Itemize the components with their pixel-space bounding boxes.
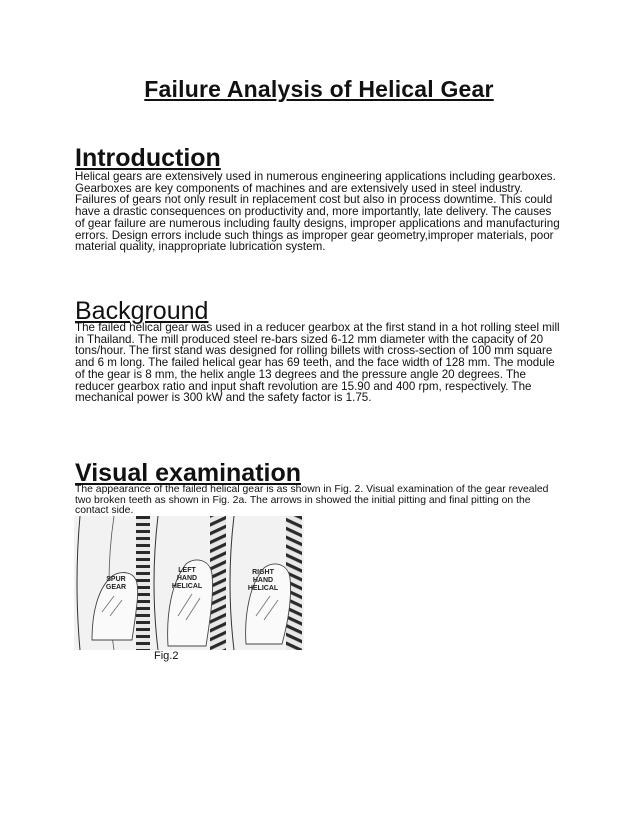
background-paragraph: The failed helical gear was used in a reducer gearbox at the first stand in a hot rolling steel mill in Thailand. The mill produced steel re-bars sized 6-12 mm diameter with the capacity of 20 tons/hour. The first stand was designed for rolling billets with cross-section of 100 mm square and 6 m long. The failed helical gear has 69 teeth, and the face width of 128 mm. The module of the gear is 8 mm, the helix angle 13 degrees and the pressure angle 20 degrees. The reducer gearbox ratio and input shaft revolution are 15.90 and 400 rpm, respectively. The mechanical power is 300 kW and the safety factor is 1.75. [75, 321, 560, 405]
gears-illustration [74, 516, 304, 650]
figure-caption: Fig.2 [154, 650, 179, 662]
background-heading: Background [75, 297, 209, 325]
right-label-line1: RIGHT [252, 569, 274, 576]
left-label-line1: LEFT [178, 567, 196, 574]
right-label-line2: HAND [252, 577, 274, 584]
left-label-line3: HELICAL [171, 583, 203, 590]
document-title: Failure Analysis of Helical Gear [144, 76, 494, 102]
introduction-paragraph: Helical gears are extensively used in numerous engineering applications including gearboxes. Gearboxes are key components of machines and are extensively used in steel industry. Failures of gears not only result in replacement cost but also in process downtime. This could have a drastic consequences on productivity and, more importantly, late delivery. The causes of gear failure are numerous including faulty designs, improper applications and manufacturing errors. Design errors include such things as improper gear geometry,improper materials, poor material quality, inappropriate lubrication system. [75, 170, 560, 254]
spur-label-line1: SPUR [106, 576, 126, 583]
visual-examination-heading: Visual examination [75, 459, 302, 487]
visual-examination-paragraph: The appearance of the failed helical gear is as shown in Fig. 2. Visual examination of the gear revealed two broken teeth as shown in Fig. 2a. The arrows in showed the initial pitting and final pitting on the contact side. [75, 484, 549, 517]
left-label-line2: HAND [176, 575, 198, 582]
introduction-heading: Introduction [75, 144, 221, 172]
spur-label-line2: GEAR [105, 584, 127, 591]
right-label-line3: HELICAL [247, 585, 279, 592]
gears-figure [74, 516, 304, 650]
